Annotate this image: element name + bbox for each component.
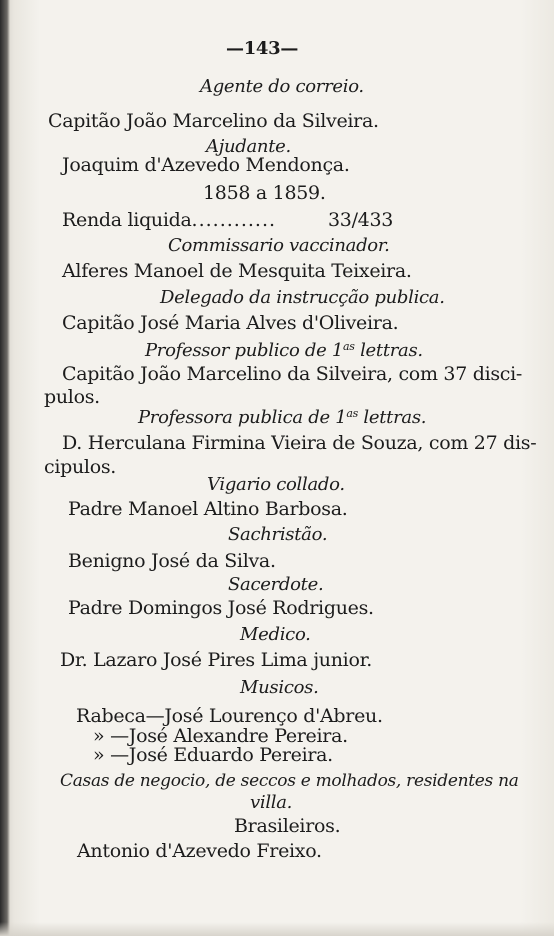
heading-commissario-vaccinador: Commissario vaccinador. xyxy=(168,235,390,256)
entry-sachristao: Benigno José da Silva. xyxy=(68,550,276,572)
heading-sacerdote: Sacerdote. xyxy=(228,574,324,595)
entry-medico: Dr. Lazaro José Pires Lima junior. xyxy=(60,649,373,671)
heading-delegado-instruccao: Delegado da instrucção publica. xyxy=(160,287,445,308)
entry-musico-2: » —José Alexandre Pereira. xyxy=(93,725,348,747)
heading-casas-negocio: Casas de negocio, de seccos e molhados, residentes na xyxy=(60,771,519,791)
leader-dots: ............ xyxy=(191,209,277,231)
entry-ajudante: Joaquim d'Azevedo Mendonça. xyxy=(62,154,350,176)
entry-musico-rabeca: Rabeca—José Lourenço d'Abreu. xyxy=(76,705,383,727)
heading-medico: Medico. xyxy=(240,624,311,645)
heading-sachristao: Sachristão. xyxy=(228,524,328,545)
subheading-brasileiros: Brasileiros. xyxy=(234,815,341,837)
entry-professor-publico: Capitão João Marcelino da Silveira, com 37 disci- xyxy=(62,363,523,385)
heading-ajudante: Ajudante. xyxy=(206,136,291,157)
heading-professor-publico: Professor publico de $1^{as}$ lettras. xyxy=(145,340,423,361)
year-range: 1858 a 1859. xyxy=(203,182,326,204)
entry-professor-publico-cont: pulos. xyxy=(44,386,100,408)
page-bottom-edge xyxy=(0,922,554,936)
entry-commissario-vaccinador: Alferes Manoel de Mesquita Teixeira. xyxy=(62,260,412,282)
entry-delegado-instruccao: Capitão José Maria Alves d'Oliveira. xyxy=(62,312,399,334)
renda-liquida-row xyxy=(62,209,276,231)
renda-liquida-value: 33/433 xyxy=(328,209,394,231)
entry-agente-correio: Capitão João Marcelino da Silveira. xyxy=(48,110,379,132)
entry-vigario-collado: Padre Manoel Altino Barbosa. xyxy=(68,498,348,520)
entry-professora-publica: D. Herculana Firmina Vieira de Souza, com 27 dis- xyxy=(62,432,537,454)
renda-liquida-label: Renda liquida xyxy=(62,209,192,231)
entry-sacerdote: Padre Domingos José Rodrigues. xyxy=(68,597,374,619)
entry-professora-publica-cont: cipulos. xyxy=(44,456,117,478)
heading-agente-correio: Agente do correio. xyxy=(200,76,364,97)
entry-brasileiros-1: Antonio d'Azevedo Freixo. xyxy=(77,840,322,862)
heading-casas-negocio-cont: villa. xyxy=(250,792,293,813)
heading-vigario-collado: Vigario collado. xyxy=(207,474,345,495)
entry-musico-3: » —José Eduardo Pereira. xyxy=(93,744,333,766)
page-spine-shadow xyxy=(0,0,10,936)
heading-musicos: Musicos. xyxy=(240,677,319,698)
page-number: —143— xyxy=(226,38,299,59)
heading-professora-publica: Professora publica de $1^{as}$ lettras. xyxy=(138,407,427,428)
